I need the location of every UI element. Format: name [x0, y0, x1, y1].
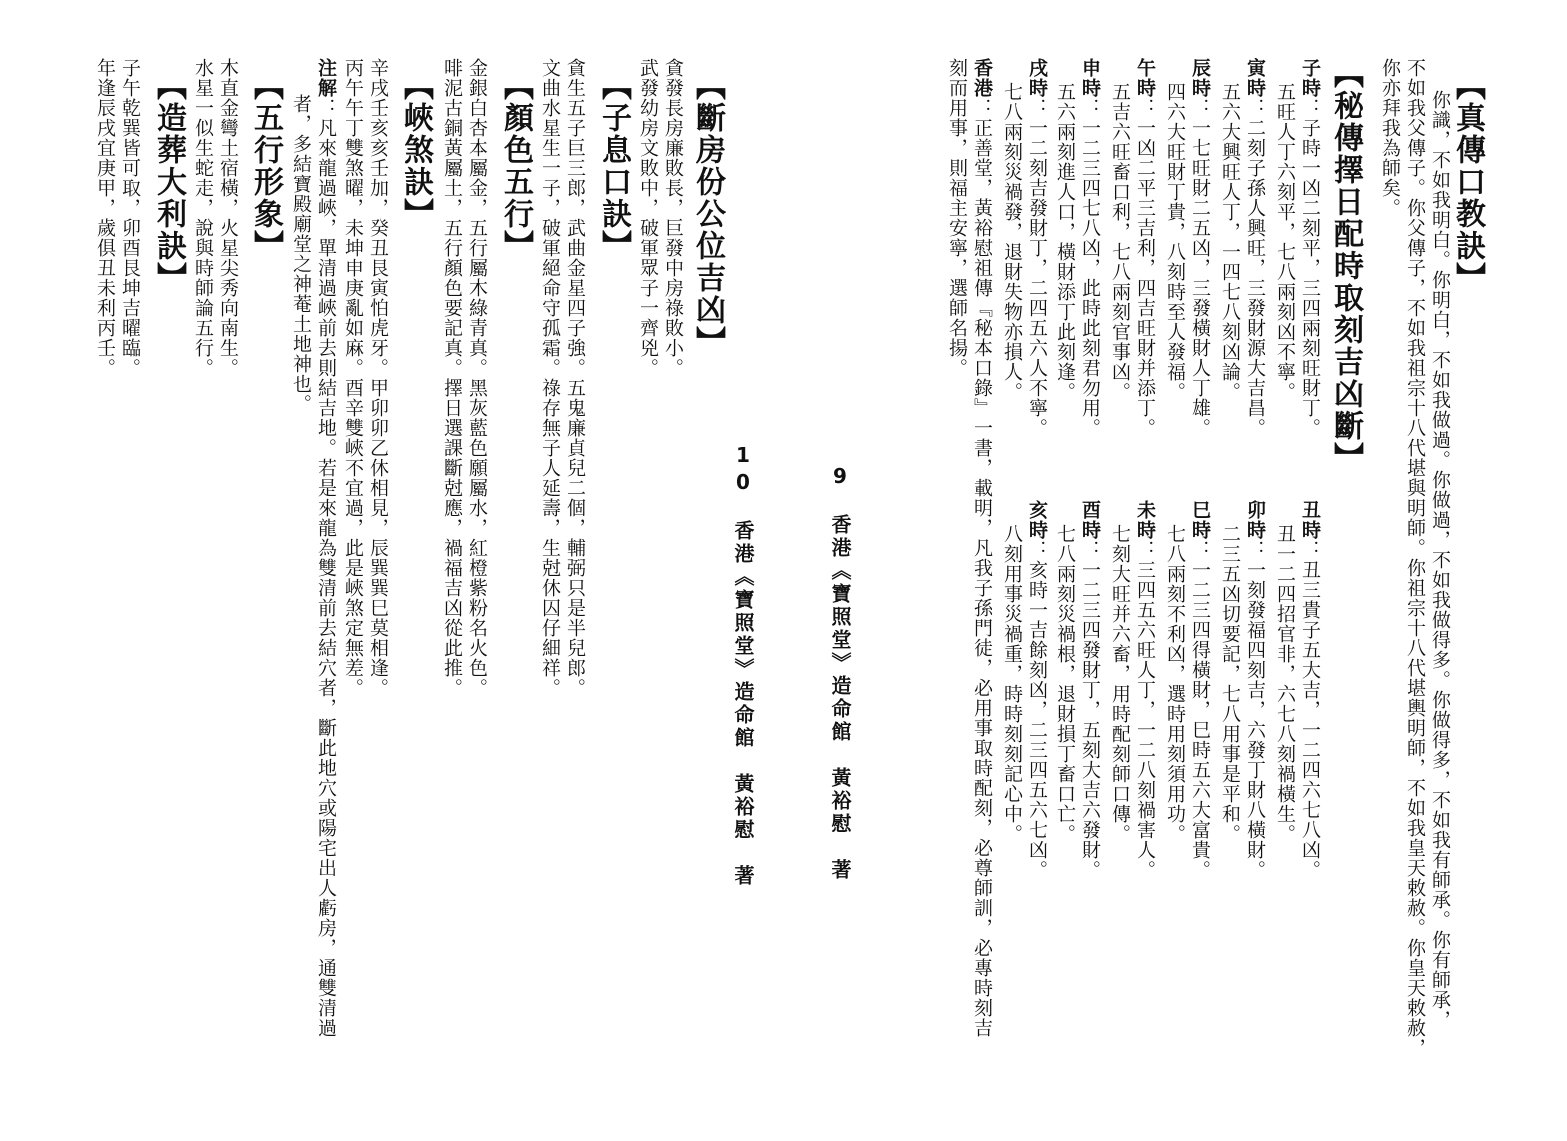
hour-line: 八刻用事災禍重，時時刻刻記心中。 [1001, 524, 1023, 844]
hour-label: 寅時 [1244, 58, 1266, 98]
hour-item: 辰時：一七旺財二五凶，三發橫財人丁雄。 [1189, 58, 1211, 438]
hour-item: 巳時：一二三四得橫財，巳時五六大富貴。 [1189, 500, 1211, 880]
xiasha-title: 【峽煞訣】 [398, 70, 433, 230]
hour-label: 卯時 [1244, 500, 1266, 540]
hour-line: 五六大興旺人丁，一四七八刻凶論。 [1219, 82, 1241, 402]
zixi-line-1: 貪生五子巨三郎，武曲金星四子強。五鬼廉貞兒二個，輔弼只是半兒郎。 [564, 58, 586, 698]
xingxiang-line-2: 水星一似生蛇走，說與時師論五行。 [192, 58, 214, 378]
zhenchuan-line-3: 你亦拜我為師矣。 [1379, 58, 1401, 218]
hour-line: 子時一凶二刻平，三四兩刻旺財丁。 [1299, 118, 1321, 438]
zixi-title: 【子息口訣】 [596, 70, 631, 262]
footer-text: 香港《寶照堂》造命館 黃裕慰 著 [731, 520, 755, 888]
hour-line: 丑一二四招官非，六七八刻禍橫生。 [1274, 524, 1296, 844]
zaozang-line-1: 子午乾巽皆可取，卯酉艮坤吉曜臨。 [119, 58, 141, 378]
hour-line: 四六大旺財丁貴，八刻時至人發福。 [1164, 82, 1186, 402]
hour-item: 未時：三四五六旺人丁，一二八刻禍害人。 [1134, 500, 1156, 880]
xiasha-note-line: 注解：凡來龍過峽，單清過峽前去則結吉地。若是來龍為雙清前去結穴者，斷此地穴或陽宅出人虧房，通雙清過 [315, 58, 337, 1038]
hour-line: 五旺人丁六刻平，七八兩刻凶不寧。 [1274, 82, 1296, 402]
yanse-title: 【顏色五行】 [498, 70, 533, 262]
hour-line: 二刻子孫人興旺，三發財源大吉昌。 [1244, 118, 1266, 438]
hour-item: 酉時：一二三四發財丁，五刻大吉六發財。 [1079, 500, 1101, 880]
hour-line: 三四五六旺人丁，一二八刻禍害人。 [1134, 560, 1156, 880]
hour-item: 午時：一凶二平三吉利，四吉旺財并添丁。 [1134, 58, 1156, 438]
zaozang-title: 【造葬大利訣】 [151, 70, 186, 294]
fangfen-line-1: 貪發長房廉敗長，巨發中房祿敗小。 [662, 58, 684, 378]
hour-item: 戌時：一二刻吉發財丁，二四五六人不寧。 [1026, 58, 1048, 438]
zaozang-line-2: 年逢辰戌宜庚甲，歲俱丑未利丙壬。 [94, 58, 116, 378]
hour-item: 申時：一二三四七八凶，此時此刻君勿用。 [1079, 58, 1101, 438]
xiasha-line-2: 丙午午丁雙煞曜，未坤申庚亂如麻。酉辛雙峽不宜過，此是峽煞定無差。 [342, 58, 364, 698]
hongkong-label: 香港 [971, 58, 993, 98]
fangfen-title: 【斷房份公位吉凶】 [690, 70, 725, 358]
footer-right-page [830, 464, 850, 882]
hour-item: 子時：子時一凶二刻平，三四兩刻旺財丁。 [1299, 58, 1321, 438]
zhenchuan-line-2: 不如我父傳子。你父傳子，不如我祖宗十八代堪與明師。你祖宗十八代堪輿明師，不如我皇天敕赦。你皇天敕赦， [1404, 58, 1426, 1058]
yanse-line-2: 啡泥古銅黃屬土，五行顏色要記真。擇日選課斷尅應，禍福吉凶從此推。 [441, 58, 463, 698]
hour-label: 未時 [1134, 500, 1156, 540]
hour-line: 二三五凶切要記，七八用事是平和。 [1219, 524, 1241, 844]
hour-line: 七八兩刻災禍發，退財失物亦損人。 [1001, 82, 1023, 402]
fangfen-line-2: 武發幼房文敗中，破軍眾子一齊兇。 [637, 58, 659, 378]
hour-line: 一二三四七八凶，此時此刻君勿用。 [1079, 118, 1101, 438]
xiasha-line-1: 辛戌壬亥亥壬加，癸丑艮寅怕虎牙。甲卯卯乙休相見，辰巽巽巳莫相逢。 [367, 58, 389, 698]
hour-line: 亥時一吉餘刻凶，二三四五六七凶。 [1026, 560, 1048, 880]
hongkong-paragraph-line: 香港：正善堂，黃裕慰祖傳『秘本口錄』一書，載明，凡我子孫門徒，必用事取時配刻，必尊師訓，必專時刻吉 [971, 58, 993, 1038]
page-number: 9 [828, 464, 852, 491]
hour-label: 亥時 [1026, 500, 1048, 540]
hour-line: 五吉六旺畜口利，七八兩刻官事凶。 [1109, 82, 1131, 402]
hour-label: 戌時 [1026, 58, 1048, 98]
page-number: 10 [731, 443, 755, 497]
right-page [930, 0, 1567, 1141]
hour-item: 亥時：亥時一吉餘刻凶，二三四五六七凶。 [1026, 500, 1048, 880]
hour-line: 丑三貴子五大吉，一二四六七八凶。 [1299, 560, 1321, 880]
hour-line: 一刻發福四刻吉，六發丁財八橫財。 [1244, 560, 1266, 880]
footer-text: 香港《寶照堂》造命館 黃裕慰 著 [828, 514, 852, 882]
hour-label: 巳時 [1189, 500, 1211, 540]
yanse-line-1: 金銀白杏本屬金，五行屬木綠青真。黑灰藍色願屬水，紅橙紫粉名火色。 [466, 58, 488, 698]
zhenchuan-line-1: 你識，不如我明白。你明白，不如我做過。你做過，不如我做得多。你做得多，不如我有師承。你有師承， [1429, 70, 1451, 1030]
hour-line: 七八兩刻災禍根，退財損丁畜口亡。 [1054, 524, 1076, 844]
hour-label: 子時 [1299, 58, 1321, 98]
note-line-2: 者，多結寶殿廟堂之神菴土地神也。 [290, 94, 312, 414]
hour-label: 申時 [1079, 58, 1101, 98]
hour-label: 酉時 [1079, 500, 1101, 540]
hour-item: 寅時：二刻子孫人興旺，三發財源大吉昌。 [1244, 58, 1266, 438]
wuxing-xingxiang-title: 【五行形象】 [248, 70, 283, 262]
hour-line: 七刻大旺并六畜，用時配刻師口傳。 [1109, 524, 1131, 844]
hour-label: 辰時 [1189, 58, 1211, 98]
xingxiang-line-1: 木直金彎土宿橫，火星尖秀向南生。 [217, 58, 239, 378]
hour-line: 一凶二平三吉利，四吉旺財并添丁。 [1134, 118, 1156, 438]
zixi-line-2: 文曲水星生一子，破軍絕命守孤霜。祿存無子人延壽，生尅休囚仔細祥。 [539, 58, 561, 698]
zhenchuan-title: 【真傳口教訣】 [1450, 70, 1485, 294]
hongkong-line-2: 刻而用事，則福主安寧，選師名揚。 [946, 58, 968, 378]
hour-line: 一二三四發財丁，五刻大吉六發財。 [1079, 560, 1101, 880]
hour-item: 卯時：一刻發福四刻吉，六發丁財八橫財。 [1244, 500, 1266, 880]
hour-line: 一七旺財二五凶，三發橫財人丁雄。 [1189, 118, 1211, 438]
mizhuan-title: 【秘傳擇日配時取刻吉凶斷】 [1328, 58, 1363, 474]
hour-line: 一二三四得橫財，巳時五六大富貴。 [1189, 560, 1211, 880]
hour-item: 丑時：丑三貴子五大吉，一二四六七八凶。 [1299, 500, 1321, 880]
hour-line: 五六兩刻進人口，橫財添丁此刻逢。 [1054, 82, 1076, 402]
hour-label: 午時 [1134, 58, 1156, 98]
hongkong-line-1: 正善堂，黃裕慰祖傳『秘本口錄』一書，載明，凡我子孫門徒，必用事取時配刻，必尊師訓，必專時刻吉 [971, 118, 993, 1038]
hour-label: 丑時 [1299, 500, 1321, 540]
hour-line: 一二刻吉發財丁，二四五六人不寧。 [1026, 118, 1048, 438]
hour-line: 七八兩刻不利凶，選時用刻須用功。 [1164, 524, 1186, 844]
note-line-1: 凡來龍過峽，單清過峽前去則結吉地。若是來龍為雙清前去結穴者，斷此地穴或陽宅出人虧房，通雙清過 [315, 118, 337, 1038]
note-label: 注解 [315, 58, 337, 98]
